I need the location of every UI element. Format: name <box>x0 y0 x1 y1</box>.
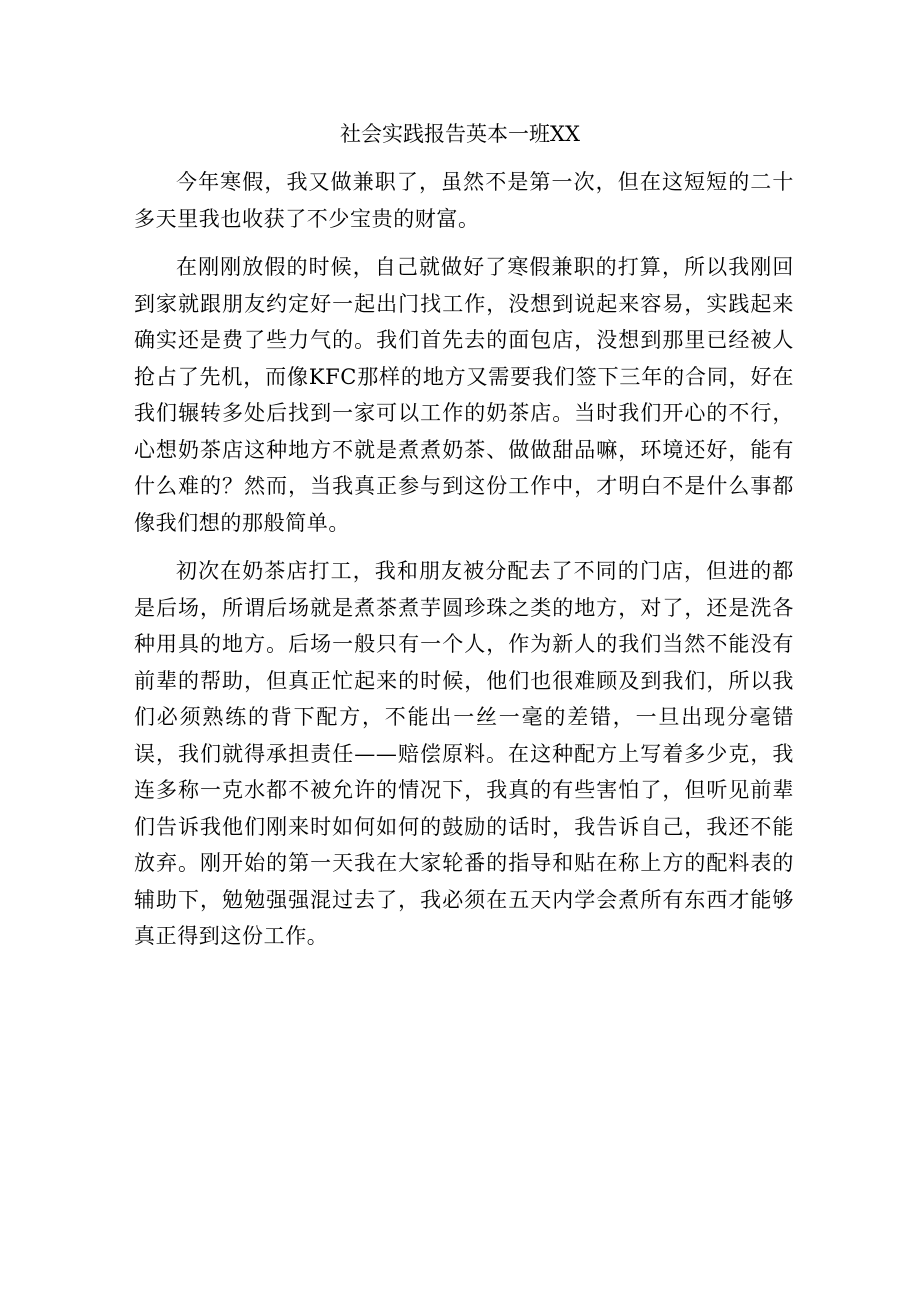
document-title: 社会实践报告英本一班XX <box>340 122 580 146</box>
document-body <box>134 164 794 955</box>
paragraph-1: 今年寒假，我又做兼职了，虽然不是第一次，但在这短短的二十多天里我也收获了不少宝贵的财富。 <box>134 170 794 231</box>
paragraph-3: 初次在奶茶店打工，我和朋友被分配去了不同的门店，但进的都是后场，所谓后场就是煮茶煮芋圆珍珠之类的地方，对了，还是洗各种用具的地方。后场一般只有一个人，作为新人的我们当然不能没有前辈的帮助，但真正忙起来的时候，他们也很难顾及到我们，所以我们必须熟练的背下配方，不能出一丝一毫的差错，一旦出现分毫错误，我们就得承担责任——赔偿原料。在这种配方上写着多少克，我连多称一克水都不被允许的情况下，我真的有些害怕了，但听见前辈们告诉我他们刚来时如何如何的鼓励的话时，我告诉自己，我还不能放弃。刚开始的第一天我在大家轮番的指导和贴在称上方的配料表的辅助下，勉勉强强混过去了，我必须在五天内学会煮所有东西才能够真正得到这份工作。 <box>134 559 794 948</box>
paragraph-2: 在刚刚放假的时候，自己就做好了寒假兼职的打算，所以我刚回到家就跟朋友约定好一起出门找工作，没想到说起来容易，实践起来确实还是费了些力气的。我们首先去的面包店，没想到那里已经被人抢占了先机，而像KFC那样的地方又需要我们签下三年的合同，好在我们辗转多处后找到一家可以工作的奶茶店。当时我们开心的不行，心想奶茶店这种地方不就是煮煮奶茶、做做甜品嘛，环境还好，能有什么难的？然而，当我真正参与到这份工作中，才明白不是什么事都像我们想的那般简单。 <box>134 255 794 535</box>
